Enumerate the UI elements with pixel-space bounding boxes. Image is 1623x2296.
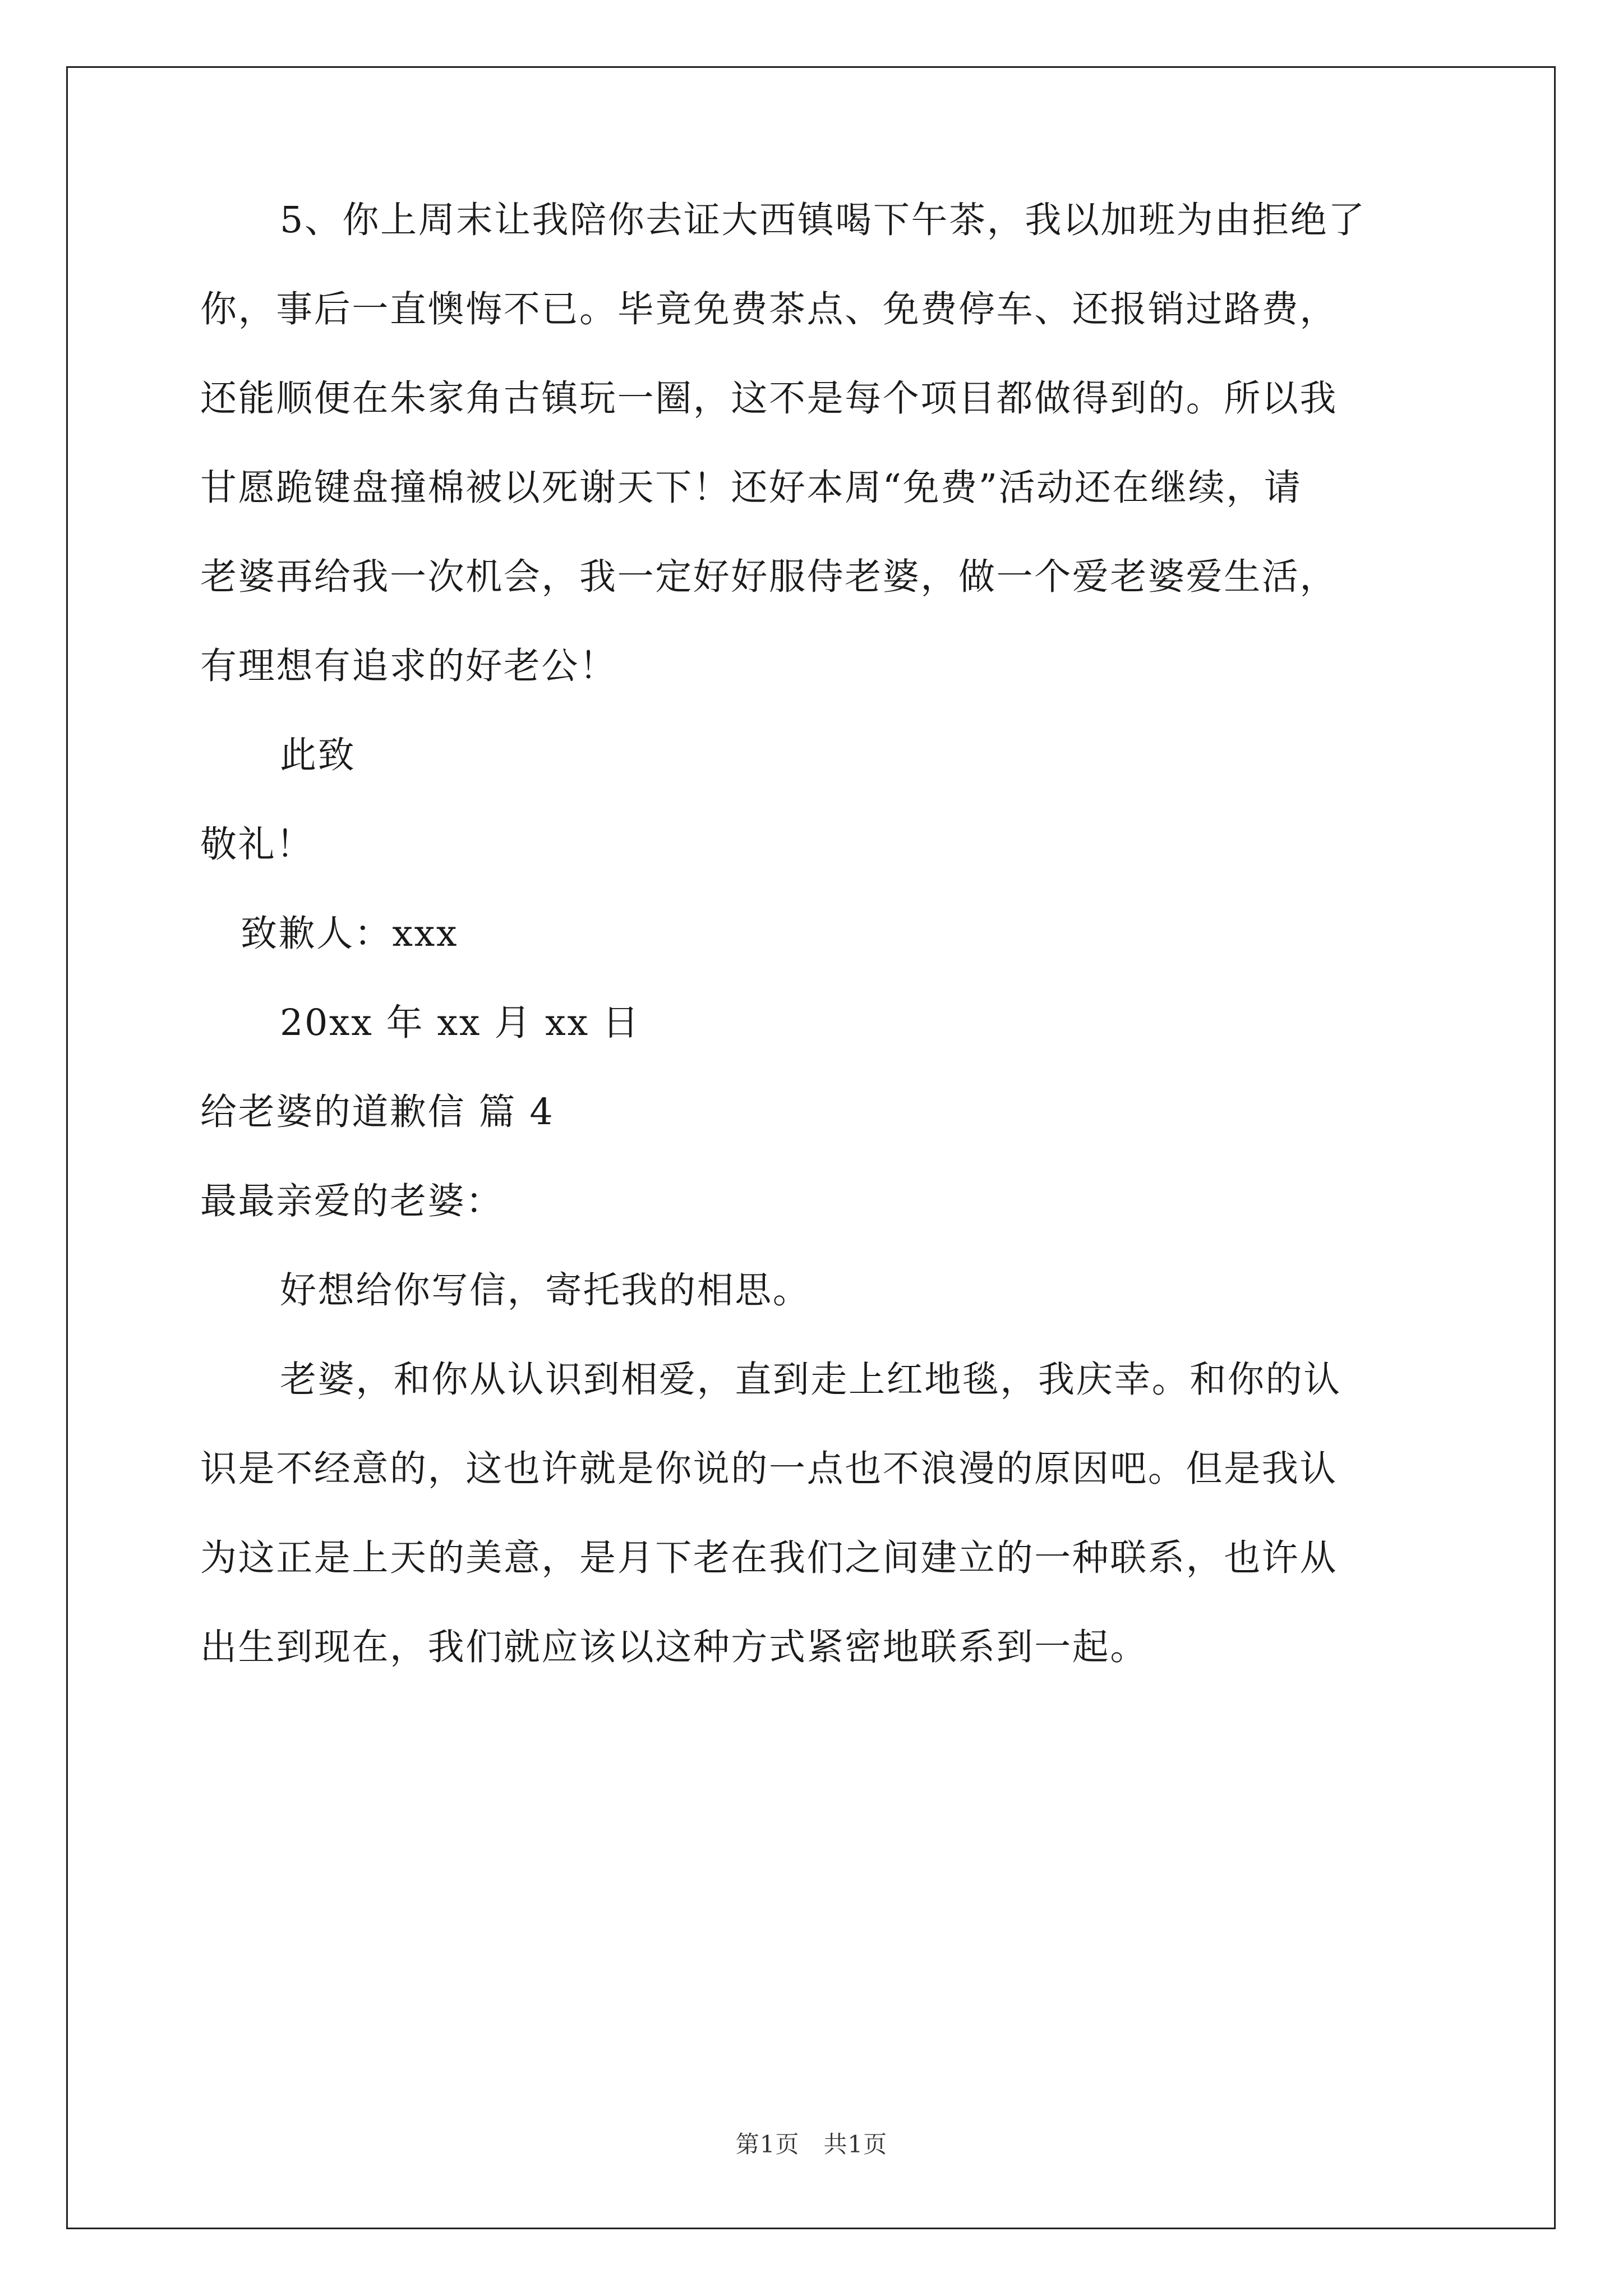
- page-footer: 第1页 共1页: [735, 2131, 888, 2158]
- signature: 致歉人：xxx: [241, 913, 459, 955]
- date-line: 20xx 年 xx 月 xx 日: [280, 1002, 640, 1044]
- closing-regards: 敬礼！: [200, 823, 314, 866]
- document-body: [200, 199, 1434, 1718]
- paragraph-line: 5、你上周末让我陪你去证大西镇喝下午茶，我以加班为由拒绝了: [280, 199, 1366, 241]
- paragraph-line: 甘愿跪键盘撞棉被以死谢天下！还好本周“免费”活动还在继续，请: [200, 467, 1302, 509]
- paragraph-line: 老婆，和你从认识到相爱，直到走上红地毯，我庆幸。和你的认: [280, 1359, 1341, 1401]
- paragraph-line: 好想给你写信，寄托我的相思。: [280, 1269, 811, 1312]
- paragraph-line: 为这正是上天的美意，是月下老在我们之间建立的一种联系，也许从: [200, 1537, 1338, 1579]
- closing-salutation: 此致: [280, 734, 356, 776]
- paragraph-line: 还能顺便在朱家角古镇玩一圈，这不是每个项目都做得到的。所以我: [200, 378, 1338, 420]
- section-title: 给老婆的道歉信 篇 4: [200, 1091, 555, 1133]
- paragraph-line: 你，事后一直懊悔不已。毕竟免费茶点、免费停车、还报销过路费，: [200, 288, 1338, 330]
- paragraph-line: 老婆再给我一次机会，我一定好好服侍老婆，做一个爱老婆爱生活，: [200, 556, 1338, 598]
- paragraph-line: 出生到现在，我们就应该以这种方式紧密地联系到一起。: [200, 1626, 1149, 1668]
- paragraph-line: 识是不经意的，这也许就是你说的一点也不浪漫的原因吧。但是我认: [200, 1448, 1338, 1490]
- paragraph-line: 有理想有追求的好老公！: [200, 645, 617, 687]
- greeting: 最最亲爱的老婆：: [200, 1180, 504, 1222]
